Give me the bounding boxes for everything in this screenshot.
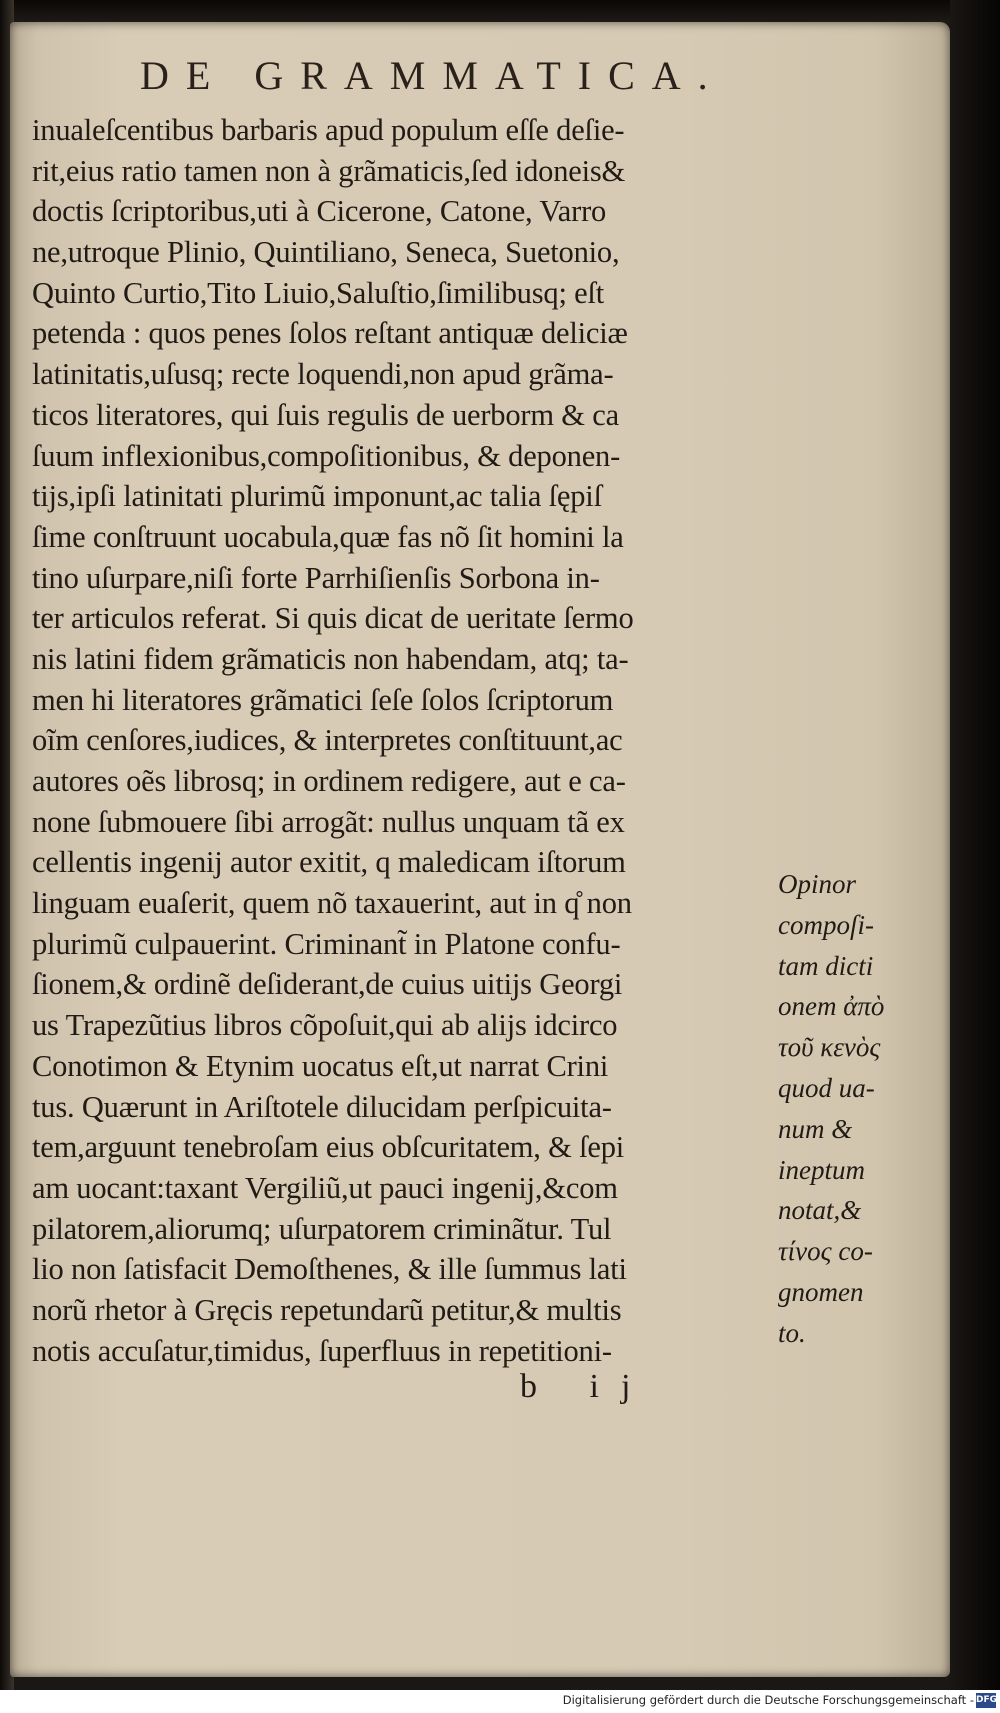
text-line: notis accuſatur,timidus, ſuperfluus in repetitioni- bbox=[32, 1333, 612, 1368]
text-line: rit,eius ratio tamen non à grãmaticis,ſed idoneis& bbox=[32, 153, 626, 188]
scan-top-edge bbox=[0, 0, 1000, 22]
running-header: DE GRAMMATICA. bbox=[140, 53, 725, 98]
text-line: cellentis ingenij autor exitit, q maledicam iſtorum bbox=[32, 845, 626, 880]
text-line: none ſubmouere ſibi arrogãt: nullus unquam tã ex bbox=[32, 804, 625, 839]
marginal-note-line: τίνος co- bbox=[778, 1236, 873, 1267]
marginal-note bbox=[778, 864, 918, 1354]
text-line: Conotimon & Etynim uocatus eſt,ut narrat Crini bbox=[32, 1048, 609, 1083]
marginal-note-line: to. bbox=[778, 1317, 806, 1348]
text-line: ſuum inflexionibus,compoſitionibus, & deponen- bbox=[32, 438, 621, 473]
marginal-note-line: Opinor bbox=[778, 869, 857, 899]
marginal-note-line: compoſi- bbox=[778, 909, 874, 940]
marginal-note-line: τοῦ κενὸς bbox=[778, 1032, 881, 1063]
main-text-block bbox=[32, 110, 772, 1371]
text-line: tus. Quærunt in Ariſtotele dilucidam perſpicuita- bbox=[32, 1089, 612, 1124]
marginal-note-line: tam dicti bbox=[778, 950, 874, 981]
text-line: doctis ſcriptoribus,uti à Cicerone, Catone, Varro bbox=[32, 194, 607, 229]
footer-bar bbox=[0, 1690, 1000, 1713]
text-line: tino uſurpare,niſi forte Parrhiſienſis Sorbona in- bbox=[32, 560, 600, 595]
text-line: us Trapezũtius libros cõpoſuit,qui ab alijs idcirco bbox=[32, 1008, 618, 1043]
text-line: ne,utroque Plinio, Quintiliano, Seneca, Suetonio, bbox=[32, 235, 620, 270]
text-line: Quinto Curtio,Tito Liuio,Saluſtio,ſimilibusq; eſt bbox=[32, 275, 605, 310]
text-line: nis latini fidem grãmaticis non habendam, atq; ta- bbox=[32, 641, 629, 676]
marginal-note-line: num & bbox=[778, 1113, 853, 1144]
funding-credit: Digitalisierung gefördert durch die Deutsche Forschungsgemeinschaft - bbox=[562, 1693, 974, 1707]
text-line: tijs,ipſi latinitati plurimũ imponunt,ac talia ſępiſ bbox=[32, 479, 602, 514]
text-line: tem,arguunt tenebroſam eius obſcuritatem, & ſepi bbox=[32, 1130, 625, 1165]
scan-right-edge bbox=[950, 0, 1000, 1713]
text-line: ſionem,& ordinẽ deſiderant,de cuius uitijs Georgi bbox=[32, 967, 623, 1002]
text-line: norũ rhetor à Gręcis repetundarũ petitur,& multis bbox=[32, 1292, 622, 1327]
text-line: oĩm cenſores,iudices, & interpretes conſtituunt,ac bbox=[32, 723, 623, 758]
marginal-note-line: quod ua- bbox=[778, 1072, 875, 1103]
text-line: ſime conſtruunt uocabula,quæ fas nõ ſit homini la bbox=[32, 519, 624, 554]
text-line: plurimũ culpauerint. Criminant̃ in Platone confu- bbox=[32, 926, 621, 961]
text-line: inualeſcentibus barbaris apud populum eſſe deſie- bbox=[32, 113, 625, 147]
signature-mark: b ij bbox=[520, 1368, 653, 1405]
text-line: ticos literatores, qui ſuis regulis de uerborm & ca bbox=[32, 397, 619, 432]
marginal-note-line: onem ἀπὸ bbox=[778, 991, 885, 1022]
text-line: men hi literatores grãmatici ſeſe ſolos ſcriptorum bbox=[32, 682, 614, 717]
text-line: pilatorem,aliorumq; uſurpatorem criminãtur. Tul bbox=[32, 1211, 612, 1246]
text-line: ter articulos referat. Si quis dicat de ueritate ſermo bbox=[32, 601, 634, 636]
text-line: autores oẽs librosq; in ordinem redigere, aut e ca- bbox=[32, 764, 626, 798]
dfg-logo-icon: DFG bbox=[976, 1693, 996, 1708]
marginal-note-line: notat,& bbox=[778, 1195, 862, 1226]
text-line: linguam euaſerit, quem nõ taxauerint, aut in q̊ non bbox=[32, 886, 632, 921]
marginal-note-line: gnomen bbox=[778, 1276, 864, 1307]
text-line: am uocant:taxant Vergiliũ,ut pauci ingenij,&com bbox=[32, 1170, 618, 1205]
marginal-note-line: ineptum bbox=[778, 1154, 865, 1185]
text-line: petenda : quos penes ſolos reſtant antiquæ deliciæ bbox=[32, 316, 628, 351]
text-line: lio non ſatisfacit Demoſthenes, & ille ſummus lati bbox=[32, 1252, 627, 1287]
text-line: latinitatis,uſusq; recte loquendi,non apud grãma- bbox=[32, 357, 614, 392]
